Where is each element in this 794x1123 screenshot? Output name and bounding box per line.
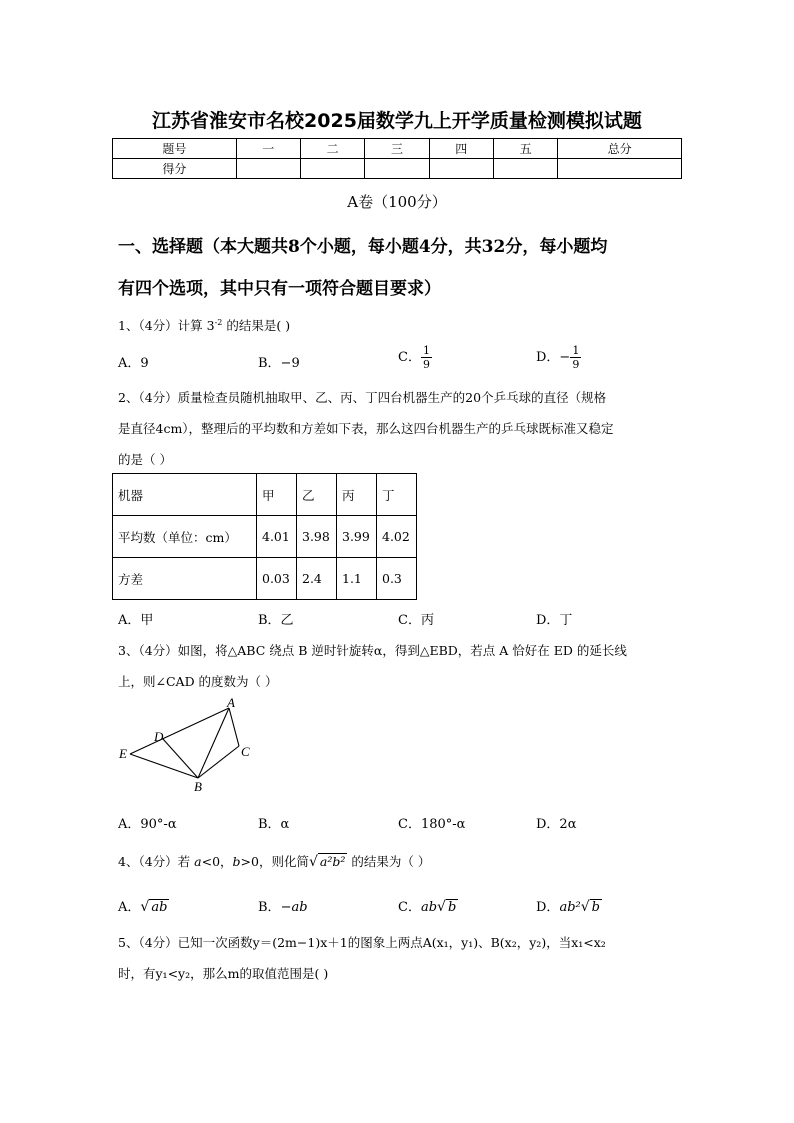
q4-option-c-label: C． — [398, 900, 421, 915]
q4-suffix: 的结果为（ ） — [347, 854, 431, 869]
q4-var-a: a — [194, 854, 202, 869]
score-cell: 三 — [365, 139, 429, 159]
point-label-d: D — [154, 729, 164, 744]
q1-option-d — [536, 344, 581, 371]
point-label-e: E — [119, 746, 127, 761]
point-label-a: A — [227, 695, 235, 710]
q3-stem-line2: 上，则∠CAD 的度数为（ ） — [118, 674, 278, 689]
table-row — [113, 474, 417, 516]
score-blank — [300, 159, 364, 179]
q4-option-d — [536, 896, 602, 915]
table-cell: 3.98 — [297, 516, 337, 558]
score-blank — [236, 159, 300, 179]
radical-sign-icon: √ — [437, 899, 446, 915]
q3-option-a: A．90°-α — [118, 817, 177, 832]
q2-stem-line1: 2、（4分）质量检查员随机抽取甲、乙、丙、丁四台机器生产的20个乒乓球的直径（规格 — [118, 390, 607, 405]
q1-option-c-label: C． — [398, 350, 421, 365]
table-cell: 0.3 — [377, 558, 417, 600]
section1-heading-line2: 有四个选项，其中只有一项符合题目要求） — [118, 279, 441, 299]
table-cell: 乙 — [297, 474, 337, 516]
score-blank — [493, 159, 557, 179]
score-cell: 五 — [493, 139, 557, 159]
score-blank — [429, 159, 493, 179]
q4-mid1: <0， — [201, 854, 233, 869]
q4-option-c-coef: ab — [420, 900, 438, 915]
q1-suffix: 的结果是( ) — [222, 318, 291, 333]
radical-sign-icon: √ — [580, 899, 590, 915]
q4-mid2: >0，则化简 — [240, 854, 309, 869]
fraction-numerator: 1 — [572, 344, 580, 357]
score-label: 得分 — [113, 159, 237, 179]
section1-heading-line1: 一、选择题（本大题共8个小题，每小题4分，共32分，每小题均 — [118, 237, 608, 257]
q4-option-d-label: D． — [536, 900, 560, 915]
q4-option-a-radicand: ab — [151, 900, 168, 915]
q2-stem-line2: 是直径4cm），整理后的平均数和方差如下表，那么这四台机器生产的乒乓球既标准又稳定 — [118, 421, 614, 436]
q1-prefix: 1、（4分）计算 3 — [118, 318, 215, 333]
q1-fraction — [570, 344, 581, 371]
q2-stem-line3: 的是（ ） — [118, 452, 172, 467]
table-cell: 1.1 — [337, 558, 377, 600]
q3-option-c: C．180°-α — [398, 817, 466, 832]
line-ab — [198, 708, 229, 778]
q3-geometry-figure — [110, 694, 270, 796]
score-cell: 题号 — [113, 139, 237, 159]
score-cell: 一 — [236, 139, 300, 159]
q1-option-a: A．9 — [118, 356, 149, 371]
q3-option-b: B．α — [258, 817, 290, 832]
radical-sign-icon: √ — [308, 854, 318, 870]
score-cell: 四 — [429, 139, 493, 159]
score-row — [113, 159, 682, 179]
table-cell: 4.02 — [377, 516, 417, 558]
q4-var-b: b — [232, 854, 241, 869]
table-cell: 方差 — [113, 558, 257, 600]
table-cell: 2.4 — [297, 558, 337, 600]
score-cell: 二 — [300, 139, 364, 159]
q5-stem-line2: 时，有y₁<y₂，那么m的取值范围是( ) — [118, 966, 329, 981]
q4-option-c — [398, 896, 458, 915]
q2-option-a: A．甲 — [118, 613, 154, 628]
score-table — [112, 138, 682, 179]
table-cell: 平均数（单位：cm） — [113, 516, 257, 558]
score-blank — [558, 159, 682, 179]
point-label-b: B — [194, 779, 202, 794]
q2-data-table — [112, 473, 417, 600]
exam-title: 江苏省淮安市名校2025届数学九上开学质量检测模拟试题 — [152, 110, 642, 132]
q4-option-c-radicand: b — [447, 900, 457, 915]
radical-sign-icon: √ — [140, 899, 150, 915]
fraction-denominator: 9 — [572, 358, 580, 371]
score-cell: 总分 — [558, 139, 682, 159]
table-cell: 4.01 — [257, 516, 297, 558]
q5-stem-line1: 5、（4分）已知一次函数y＝(2m−1)x＋1的图象上两点A(x₁，y₁)、B(x₂，y₂)，当x₁<x₂ — [118, 935, 606, 950]
fraction-denominator: 9 — [422, 358, 430, 371]
fraction-numerator: 1 — [422, 344, 430, 357]
q4-radicand: a²b² — [319, 854, 346, 869]
q2-option-b: B．乙 — [258, 613, 294, 628]
q3-option-d: D．2α — [536, 817, 577, 832]
q4-prefix: 4、（4分）若 — [118, 854, 195, 869]
q4-option-b — [258, 896, 308, 915]
table-cell: 机器 — [113, 474, 257, 516]
q2-option-d: D．丁 — [536, 613, 573, 628]
table-cell: 3.99 — [337, 516, 377, 558]
table-cell: 丁 — [377, 474, 417, 516]
q2-option-c: C．丙 — [398, 613, 434, 628]
q4-option-d-radicand: b — [591, 900, 600, 915]
q1-fraction — [421, 344, 432, 371]
q1-option-b: B．−9 — [258, 356, 300, 371]
q4-option-a-label: A． — [118, 900, 141, 915]
table-row — [113, 558, 417, 600]
section-a-heading: A卷（100分） — [347, 193, 447, 211]
line-ac — [229, 708, 239, 746]
score-blank — [365, 159, 429, 179]
q1-exponent: -2 — [214, 317, 223, 327]
q1-option-d-label: D．− — [536, 350, 571, 365]
table-cell: 甲 — [257, 474, 297, 516]
q1-stem — [118, 316, 290, 334]
table-cell: 0.03 — [257, 558, 297, 600]
q4-stem — [118, 852, 430, 870]
q4-option-b-value: −ab — [280, 900, 308, 915]
point-label-c: C — [241, 744, 250, 759]
q4-option-a — [118, 896, 169, 915]
score-header-row — [113, 139, 682, 159]
q4-option-d-coef: ab² — [559, 900, 581, 915]
line-cb — [198, 746, 239, 778]
q3-stem-line1: 3、（4分）如图，将△ABC 绕点 B 逆时针旋转α，得到△EBD，若点 A 恰好在 ED 的延长线 — [118, 643, 627, 658]
q4-option-b-label: B． — [258, 900, 281, 915]
line-ea — [130, 708, 229, 754]
table-cell: 丙 — [337, 474, 377, 516]
table-row — [113, 516, 417, 558]
q1-option-c — [398, 344, 432, 371]
